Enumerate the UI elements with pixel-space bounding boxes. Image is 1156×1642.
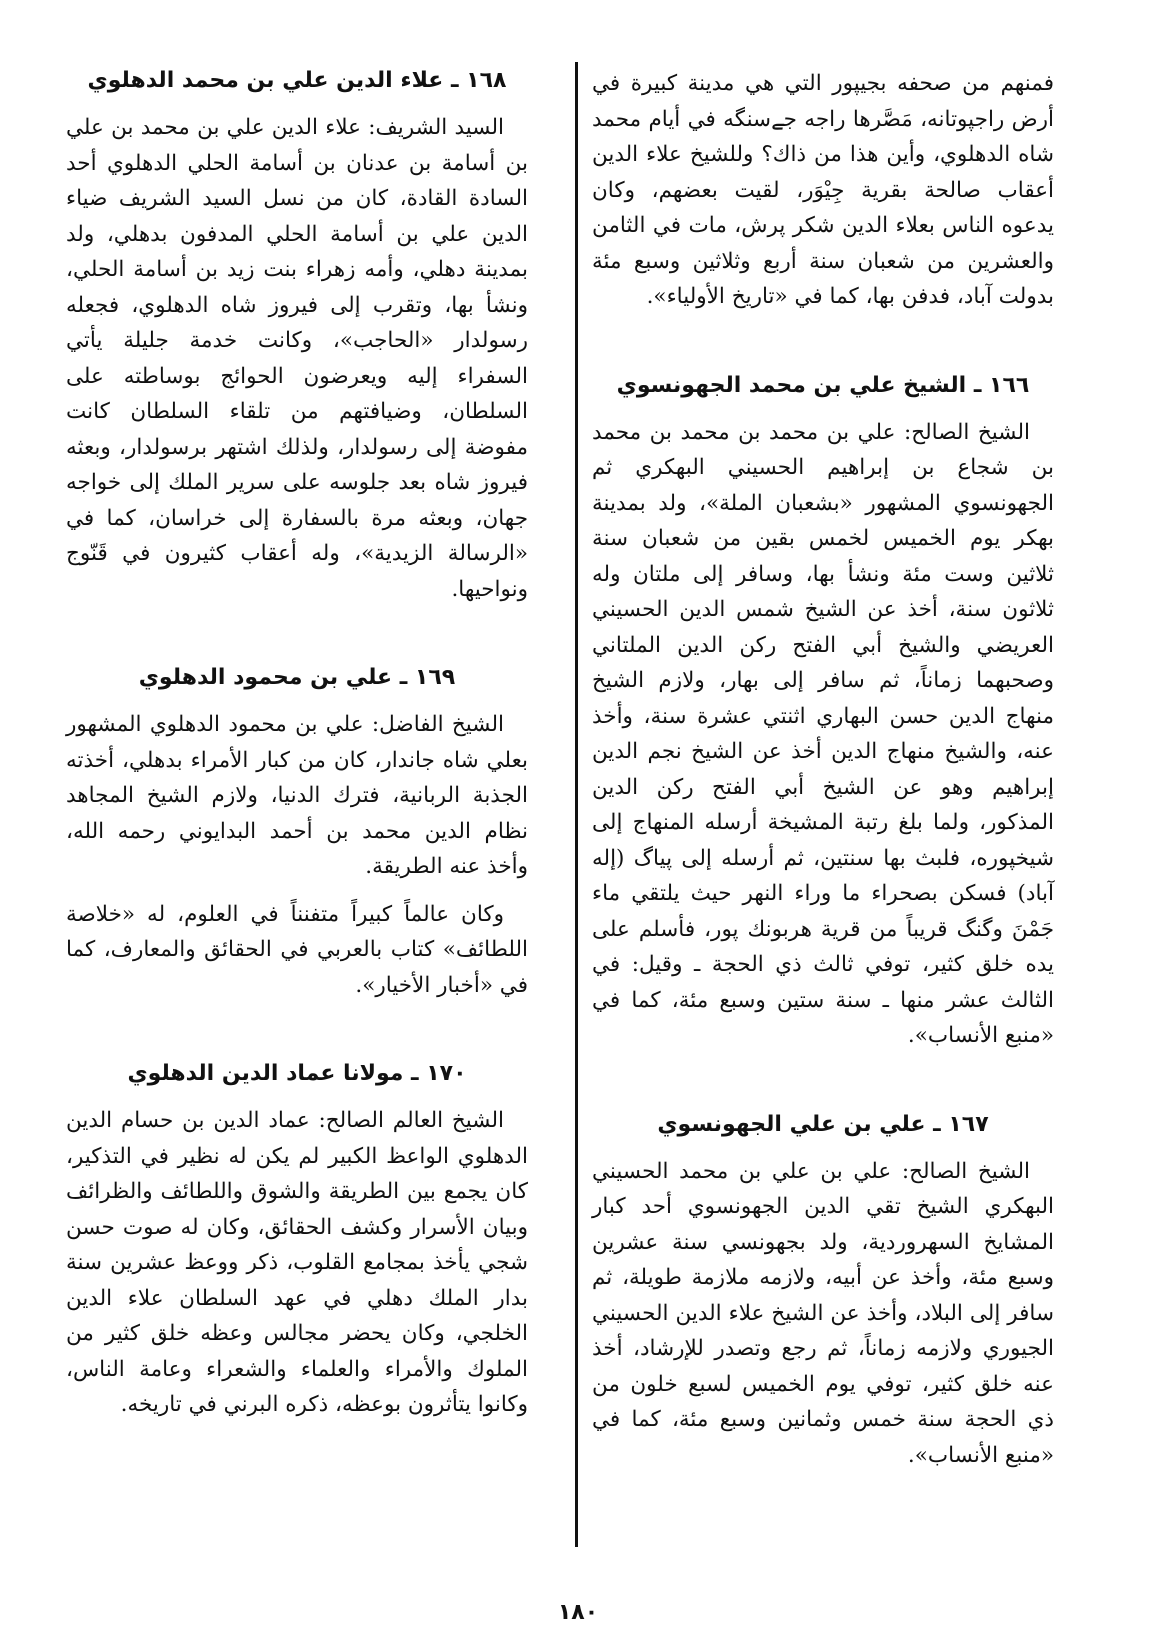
entry-167-paragraph: الشيخ الصالح: علي بن علي بن محمد الحسيني البهكري الشيخ تقي الدين الجهونسوي أحد كبار المشايخ السهروردية، ولد بجهونسي سنة عشرين وسبع مئة، وأخذ عن أبيه، ولازمه ملازمة طويلة، ثم سافر إلى البلاد، وأخذ عن الشيخ علاء الدين الحسيني الجيوري ولازمه زماناً، ثم رجع وتصدر للإرشاد، أخذ عنه خلق كثير، توفي يوم الخميس لسبع خلون من ذي الحجة سنة خمس وثمانين وسبع مئة، كما في «منبع الأنساب».: [592, 1158, 1054, 1468]
right-column: [592, 66, 1054, 1473]
entry-166-paragraph: الشيخ الصالح: علي بن محمد بن محمد بن محمد بن شجاع بن إبراهيم الحسيني البهكري ثم الجهونسوي المشهور «بشعبان الملة»، ولد بمدينة بهكر يوم الخميس لخمس بقين من شعبان سنة ثلاثين وست مئة ونشأ بها، وسافر إلى ملتان وله ثلاثون سنة، أخذ عن الشيخ شمس الدين الحسيني العريضي والشيخ أبي الفتح ركن الدين الملتاني وصحبهما زماناً، ثم سافر إلى بهار، ولازم الشيخ منهاج الدين حسن البهاري اثنتي عشرة سنة، وأخذ عنه، والشيخ منهاج الدين أخذ عن الشيخ نجم الدين إبراهيم وهو عن الشيخ أبي الفتح ركن الدين المذكور، ولما بلغ رتبة المشيخة أرسله المنهاج إلى شيخپوره، فلبث بها سنتين، ثم أرسله إلى پياگ (إله آباد) فسكن بصحراء ما وراء النهر حيث يلتقي ماء جَمْنَ وگنگ قريباً من قرية هربونك پور، فأسلم على يده خلق كثير، توفي ثالث ذي الحجة ـ وقيل: في الثالث عشر منها ـ سنة ستين وسبع مئة، كما في «منبع الأنساب».: [592, 419, 1054, 1048]
entry-170-paragraph: الشيخ العالم الصالح: عماد الدين بن حسام الدين الدهلوي الواعظ الكبير لم يكن له نظير في التذكير، كان يجمع بين الطريقة والشوق واللطائف والظرائف وبيان الأسرار وكشف الحقائق، وكان له صوت حسن شجي يأخذ بمجامع القلوب، ذكر ووعظ عشرين سنة بدار الملك دهلي في عهد السلطان علاء الدين الخلجي، وكان يحضر مجالس وعظه خلق كثير من الملوك والأمراء والعلماء والشعراء وعامة الناس، وكانوا يتأثرون بوعظه، ذكره البرني في تاريخه.: [66, 1108, 528, 1417]
column-divider: [575, 62, 578, 1547]
entry-169-paragraph-1: الشيخ الفاضل: علي بن محمود الدهلوي المشهور بعلي شاه جاندار، كان من كبار الأمراء بدهلي، أخذته الجذبة الربانية، فترك الدنيا، ولازم الشيخ المجاهد نظام الدين محمد بن أحمد البدايوني رحمه الله، وأخذ عنه الطريقة.: [66, 712, 528, 879]
entry-168-title: ١٦٨ ـ علاء الدين علي بن محمد الدهلوي: [87, 68, 507, 93]
continued-paragraph: فمنهم من صحفه بجيپور التي هي مدينة كبيرة في أرض راجپوتانه، مَصَّرها راجه جےسنگه في أيام محمد شاه الدهلوي، وأين هذا من ذاك؟ وللشيخ علاء الدين أعقاب صالحة بقرية جِيْوَر، لقيت بعضهم، وكان يدعوه الناس بعلاء الدين شكر پرش، مات في الثامن والعشرين من شعبان سنة أربع وثلاثين وسبع مئة بدولت آباد، فدفن بها، كما في «تاريخ الأولياء».: [592, 71, 1054, 309]
entry-168-paragraph: السيد الشريف: علاء الدين علي بن محمد بن علي بن أسامة بن عدنان بن أسامة الحلي الدهلوي أحد السادة القادة، كان من نسل السيد الشريف ضياء الدين علي بن أسامة الحلي المدفون بدهلي، ولد بمدينة دهلي، وأمه زهراء بنت زيد بن أسامة الحلي، ونشأ بها، وتقرب إلى فيروز شاه الدهلوي، فجعله رسولدار «الحاجب»، وكانت خدمة جليلة يأتي السفراء إليه ويعرضون الحوائج بوساطته على السلطان، وضيافتهم من تلقاء السلطان كانت مفوضة إلى رسولدار، ولذلك اشتهر برسولدار، وبعثه فيروز شاه بعد جلوسه على سرير الملك إلى خواجه جهان، وبعثه مرة بالسفارة إلى خراسان، كما في «الرسالة الزيدية»، وله أعقاب كثيرون في قَنّوج ونواحيها.: [66, 115, 528, 602]
left-column: [66, 66, 528, 1423]
entry-170-title: ١٧٠ ـ مولانا عماد الدين الدهلوي: [127, 1061, 467, 1086]
entry-167-title: ١٦٧ ـ علي بن علي الجهونسوي: [657, 1111, 989, 1137]
entry-169-title: ١٦٩ ـ علي بن محمود الدهلوي: [138, 665, 456, 690]
entry-166-title: ١٦٦ ـ الشيخ علي بن محمد الجهونسوي: [616, 372, 1030, 398]
page-number: ١٨٠: [557, 1600, 599, 1625]
entry-169-paragraph-2: وكان عالماً كبيراً متفنناً في العلوم، له «خلاصة اللطائف» كتاب بالعربي في الحقائق والمعارف، كما في «أخبار الأخيار».: [66, 901, 528, 998]
